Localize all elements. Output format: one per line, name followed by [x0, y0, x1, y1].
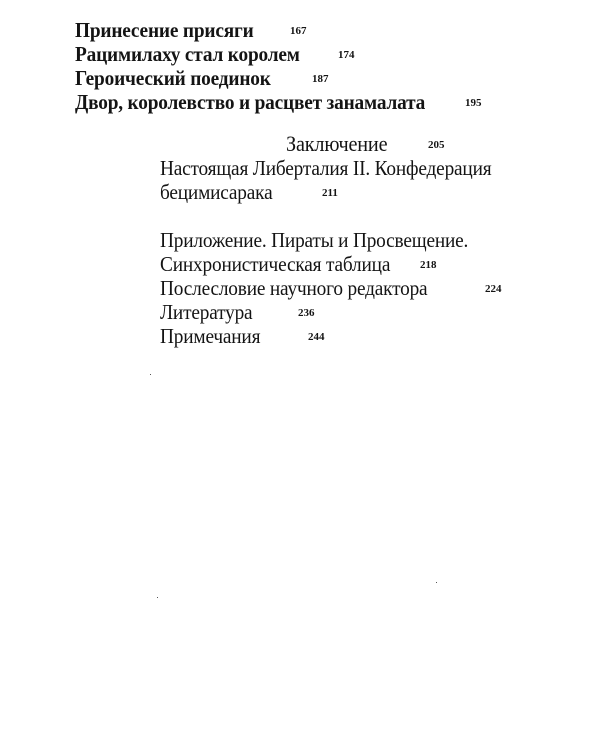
toc-backmatter-notes: [160, 324, 269, 348]
toc-conclusion-title: Заключение: [286, 131, 388, 156]
toc-backmatter-timeline: [160, 252, 410, 276]
toc-entry-oath: [75, 18, 269, 42]
toc-backmatter-page: 236: [298, 307, 315, 319]
toc-backmatter-title: Примечания: [160, 324, 261, 348]
scan-speck: [157, 597, 158, 598]
toc-entry-title: Героический поединок: [75, 66, 271, 90]
toc-backmatter-page: 224: [485, 283, 502, 295]
toc-section-liberty-line1: [160, 156, 520, 180]
toc-section-title: бецимисарака: [160, 180, 273, 204]
toc-section-page: 211: [322, 187, 338, 199]
toc-backmatter-title: Послесловие научного редактора: [160, 276, 428, 300]
toc-section-title: Настоящая Либерталия II. Конфедерация: [160, 156, 492, 180]
toc-entry-title: Принесение присяги: [75, 18, 254, 42]
scan-speck: [436, 582, 437, 583]
toc-backmatter-afterword: [160, 276, 451, 300]
toc-entry-page: 187: [312, 73, 329, 85]
toc-entry-title: Рацимилаху стал королем: [75, 42, 300, 66]
toc-appendix: [160, 228, 495, 252]
scan-speck: [150, 374, 151, 375]
toc-backmatter-page: 218: [420, 259, 437, 271]
toc-conclusion-heading: [286, 132, 396, 156]
toc-entry-king: [75, 42, 319, 66]
toc-appendix-title: Приложение. Пираты и Просвещение.: [160, 228, 469, 252]
toc-entry-page: 174: [338, 49, 355, 61]
toc-entry-duel: [75, 66, 288, 90]
toc-entry-page: 167: [290, 25, 307, 37]
toc-section-liberty-line2: [160, 180, 282, 204]
toc-backmatter-title: Синхронистическая таблица: [160, 252, 391, 276]
toc-backmatter-literature: [160, 300, 260, 324]
toc-entry-page: 195: [465, 97, 482, 109]
toc-backmatter-title: Литература: [160, 300, 253, 324]
toc-entry-title: Двор, королевство и расцвет занамалата: [75, 90, 426, 114]
toc-backmatter-page: 244: [308, 331, 325, 343]
toc-entry-court: [75, 90, 456, 114]
toc-conclusion-page: 205: [428, 139, 445, 151]
